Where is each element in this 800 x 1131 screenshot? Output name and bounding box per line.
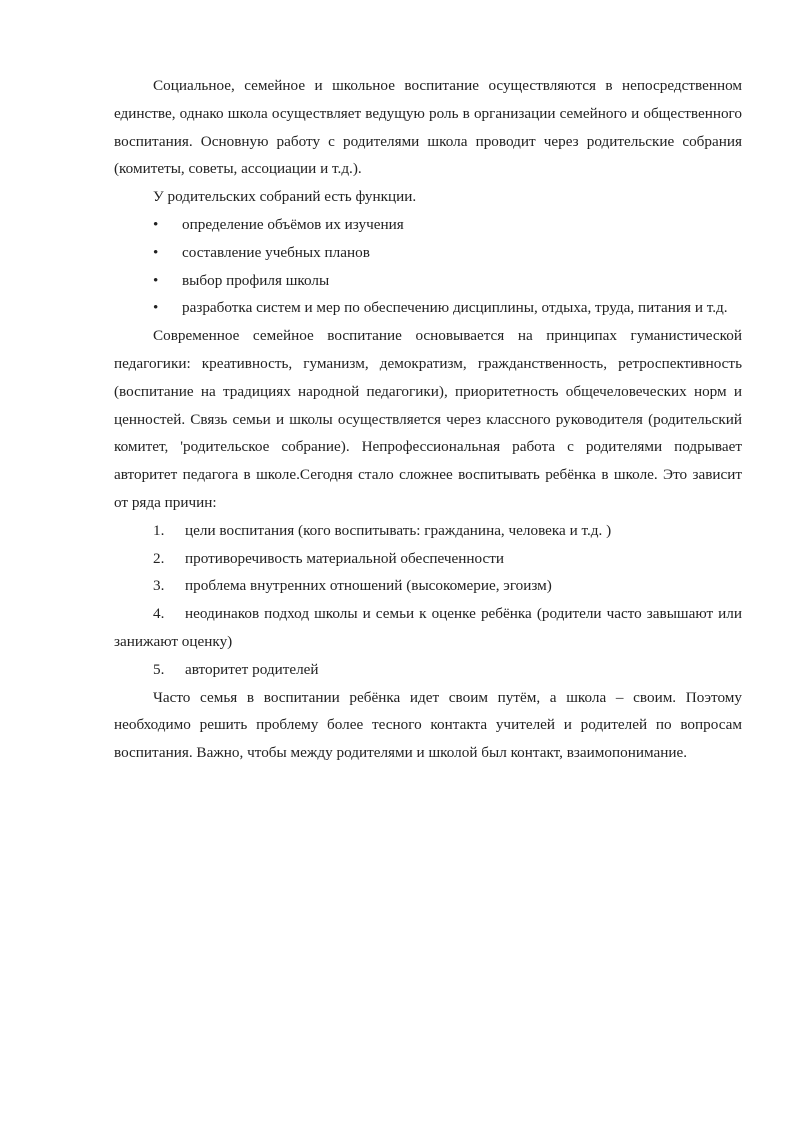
bullet-marker: •: [153, 215, 159, 233]
item-text: цели воспитания (кого воспитывать: гражданина, человека и т.д. ): [185, 521, 612, 539]
paragraph-conclusion: Часто семья в воспитании ребёнка идет своим путём, а школа – своим. Поэтому необходимо решить проблему более тесного контакта учителей и родителей по вопросам воспитания. Важно, чтобы между родителями и школой был контакт, взаимопонимание.: [114, 688, 742, 762]
bullet-text: составление учебных планов: [182, 243, 370, 261]
bullet-item: [114, 211, 742, 239]
bullet-item: [114, 239, 742, 267]
item-number: 3.: [153, 577, 165, 595]
bullet-item: [114, 267, 742, 295]
document-page: [114, 72, 742, 767]
bullet-text: выбор профиля школы: [182, 271, 330, 289]
bullet-text: разработка систем и мер по обеспечению дисциплины, отдыха, труда, питания и т.д.: [182, 299, 728, 317]
numbered-item: [114, 572, 742, 600]
item-text: проблема внутренних отношений (высокомерие, эгоизм): [185, 577, 552, 595]
bullet-item: [114, 294, 742, 322]
item-text: противоречивость материальной обеспеченности: [185, 549, 504, 567]
numbered-item: [114, 656, 742, 684]
bullet-marker: •: [153, 243, 159, 261]
bullet-list: [114, 211, 742, 322]
bullet-marker: •: [153, 271, 159, 289]
paragraph-functions-heading: У родительских собраний есть функции.: [153, 188, 417, 206]
numbered-item: [114, 545, 742, 573]
paragraph-modern-upbringing: Современное семейное воспитание основывается на принципах гуманистической педагогики: креативность, гуманизм, демократизм, гражданственность, ретроспективность (воспитание на традициях народной педагогики), приоритетность общечеловеческих норм и ценностей. Связь семьи и школы осуществляется через классного руководителя (родительский комитет, 'родительское собрание). Непрофессиональная работа с родителями подрывает авторитет педагога в школе.Сегодня стало сложнее воспитывать ребёнка в школе. Это зависит от ряда причин:: [114, 327, 742, 511]
item-number: 4.: [153, 605, 165, 623]
numbered-item: [114, 517, 742, 545]
item-number: 1.: [153, 521, 165, 539]
paragraph-intro: Социальное, семейное и школьное воспитание осуществляются в непосредственном единстве, однако школа осуществляет ведущую роль в организации семейного и общественного воспитания. Основную работу с родителями школа проводит через родительские собрания (комитеты, советы, ассоциации и т.д.).: [114, 77, 742, 178]
bullet-text: определение объёмов их изучения: [182, 215, 404, 233]
item-text: авторитет родителей: [185, 660, 319, 678]
item-text: неодинаков подход школы и семьи к оценке ребёнка (родители часто завышают или занижают оценку): [114, 605, 742, 650]
numbered-list: [114, 517, 742, 684]
bullet-marker: •: [153, 299, 159, 317]
numbered-item: [114, 600, 742, 656]
item-number: 2.: [153, 549, 165, 567]
item-number: 5.: [153, 660, 165, 678]
